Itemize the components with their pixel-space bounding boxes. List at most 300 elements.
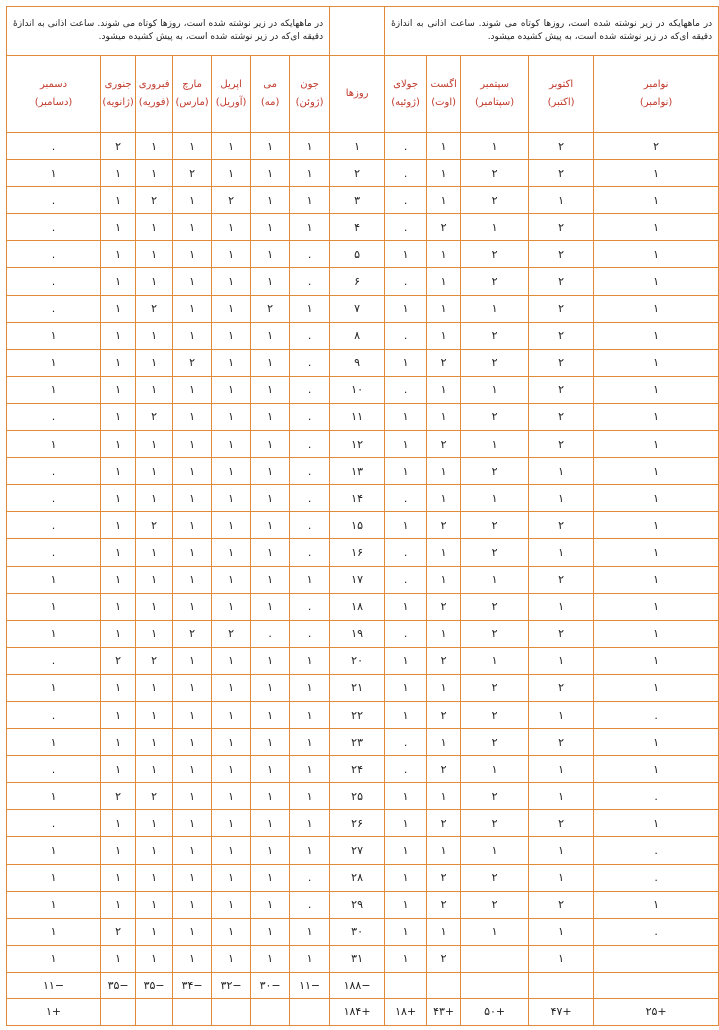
minutes-cell: ۲ <box>173 160 212 187</box>
month-name: سپتمبر <box>480 79 509 90</box>
minutes-cell: ۱ <box>251 403 290 430</box>
intro-note-spacer <box>330 7 385 56</box>
month-header-cell <box>427 56 461 133</box>
minutes-cell: ۱ <box>385 701 427 728</box>
minutes-cell: ۱ <box>212 756 251 783</box>
month-header-cell <box>136 56 173 133</box>
minutes-cell: ۱ <box>173 403 212 430</box>
minutes-cell: ۱ <box>7 783 101 810</box>
minutes-cell: ۲ <box>101 783 136 810</box>
minutes-cell: ۱ <box>385 674 427 701</box>
minutes-cell: ۱ <box>136 349 173 376</box>
minutes-cell: ۱ <box>101 403 136 430</box>
minutes-cell: . <box>7 539 101 566</box>
minutes-cell: ۲ <box>427 214 461 241</box>
minutes-cell: ۱ <box>290 701 330 728</box>
total-cell <box>136 998 173 1025</box>
minutes-cell: ۱ <box>212 322 251 349</box>
minutes-cell: . <box>290 322 330 349</box>
minutes-cell: ۱ <box>594 458 719 485</box>
minutes-cell: ۱ <box>290 566 330 593</box>
minutes-cell: ۱ <box>173 647 212 674</box>
minutes-cell: . <box>290 512 330 539</box>
minutes-cell: ۲ <box>461 593 529 620</box>
minutes-cell: ۱ <box>427 133 461 160</box>
minutes-cell: ۱ <box>385 783 427 810</box>
day-number-cell: ۱۸ <box>330 593 385 620</box>
minutes-cell: ۱ <box>594 160 719 187</box>
minutes-cell: ۲ <box>461 783 529 810</box>
month-header-cell <box>101 56 136 133</box>
intro-note-right: در ماههایکه در زیر نوشته شده است، روزها کوتاه می شوند. ساعت اذانی به اندازهٔ دقیقه ای‌که در زیر نوشته شده است، به پیش کشیده میشود. <box>385 7 719 56</box>
minutes-cell: ۱ <box>212 918 251 945</box>
month-header-cell <box>594 56 719 133</box>
minutes-cell: ۱ <box>136 458 173 485</box>
minutes-cell: ۱ <box>212 295 251 322</box>
day-row <box>7 729 719 756</box>
minutes-cell: ۱ <box>101 539 136 566</box>
month-name: دسمبر <box>39 79 68 90</box>
day-row <box>7 810 719 837</box>
minutes-cell: ۱ <box>136 376 173 403</box>
minutes-cell: . <box>7 458 101 485</box>
minutes-cell: . <box>7 295 101 322</box>
minutes-cell: ۲ <box>461 241 529 268</box>
minutes-cell: ۲ <box>427 810 461 837</box>
minutes-cell: ۱ <box>461 376 529 403</box>
day-number-cell: ۲۸ <box>330 864 385 891</box>
minutes-cell: ۱ <box>101 349 136 376</box>
day-number-cell: ۲۷ <box>330 837 385 864</box>
minutes-cell: . <box>251 620 290 647</box>
minutes-cell: ۱ <box>7 918 101 945</box>
minutes-cell: ۲ <box>529 431 594 458</box>
minutes-cell: ۱ <box>529 647 594 674</box>
day-number-cell: ۲۳ <box>330 729 385 756</box>
minutes-cell: ۱ <box>461 133 529 160</box>
minutes-cell: ۱ <box>427 566 461 593</box>
minutes-cell: ۱ <box>385 458 427 485</box>
minutes-cell: ۱ <box>427 295 461 322</box>
minutes-cell: . <box>290 403 330 430</box>
minutes-cell: ۱ <box>251 431 290 458</box>
minutes-cell: ۲ <box>251 295 290 322</box>
minutes-cell: ۱ <box>427 187 461 214</box>
minutes-cell: ۱ <box>173 864 212 891</box>
day-row <box>7 891 719 918</box>
minutes-cell: ۱ <box>136 674 173 701</box>
minutes-cell: ۲ <box>529 295 594 322</box>
minutes-cell: ۱ <box>173 674 212 701</box>
minutes-cell: ۱ <box>212 241 251 268</box>
minutes-cell: ۱ <box>290 810 330 837</box>
day-number-cell: ۲۰ <box>330 647 385 674</box>
minutes-cell: ۱ <box>461 918 529 945</box>
minutes-cell: ۱ <box>251 891 290 918</box>
minutes-cell: ۱ <box>461 485 529 512</box>
minutes-cell: ۱ <box>385 918 427 945</box>
minutes-cell: ۲ <box>461 539 529 566</box>
minutes-cell: ۱ <box>251 322 290 349</box>
minutes-cell: ۱ <box>594 512 719 539</box>
minutes-cell: ۲ <box>461 620 529 647</box>
minutes-cell: ۲ <box>529 566 594 593</box>
sum-cell <box>594 972 719 998</box>
minutes-cell: ۱ <box>290 647 330 674</box>
minutes-cell: . <box>290 593 330 620</box>
minutes-cell: . <box>290 268 330 295</box>
minutes-cell: ۱ <box>251 458 290 485</box>
minutes-cell: ۱ <box>212 268 251 295</box>
minutes-cell: ۱ <box>529 945 594 972</box>
minutes-cell: ۱ <box>136 891 173 918</box>
minutes-cell: ۱ <box>101 512 136 539</box>
minutes-cell: ۲ <box>136 295 173 322</box>
minutes-cell: ۱ <box>136 918 173 945</box>
minutes-cell: ۲ <box>136 647 173 674</box>
day-row <box>7 322 719 349</box>
minutes-cell: ۱ <box>251 945 290 972</box>
minutes-cell: . <box>385 620 427 647</box>
minutes-cell: ۲ <box>173 620 212 647</box>
minutes-cell: ۱ <box>173 539 212 566</box>
minutes-cell: ۱ <box>212 593 251 620</box>
month-name: نوامبر <box>643 79 669 90</box>
day-row <box>7 403 719 430</box>
minutes-cell: ۱ <box>173 729 212 756</box>
month-header-cell <box>212 56 251 133</box>
minutes-cell: . <box>385 376 427 403</box>
minutes-cell: ۱ <box>529 458 594 485</box>
minutes-cell: ۱ <box>594 376 719 403</box>
sum-cell: −۳۵ <box>136 972 173 998</box>
minutes-cell: ۱ <box>251 701 290 728</box>
total-cell: +۴۷ <box>529 998 594 1025</box>
minutes-cell: ۱ <box>136 160 173 187</box>
minutes-cell: ۱ <box>212 945 251 972</box>
minutes-cell: ۱ <box>385 593 427 620</box>
minutes-cell: ۱ <box>594 322 719 349</box>
minutes-cell: ۱ <box>212 701 251 728</box>
minutes-cell: ۱ <box>7 322 101 349</box>
minutes-cell: ۱ <box>101 214 136 241</box>
sum-cell <box>427 972 461 998</box>
day-row <box>7 187 719 214</box>
minutes-cell: ۱ <box>385 403 427 430</box>
minutes-cell: . <box>7 512 101 539</box>
minutes-cell <box>461 945 529 972</box>
minutes-cell: ۱ <box>594 403 719 430</box>
minutes-cell: ۱ <box>136 864 173 891</box>
day-number-cell: ۲۵ <box>330 783 385 810</box>
minutes-cell: ۱ <box>529 837 594 864</box>
minutes-cell: ۱ <box>7 160 101 187</box>
minutes-cell: ۱ <box>385 945 427 972</box>
minutes-cell: . <box>594 701 719 728</box>
day-row <box>7 133 719 160</box>
minutes-cell: . <box>385 566 427 593</box>
minutes-cell: ۱ <box>427 837 461 864</box>
day-number-cell: ۴ <box>330 214 385 241</box>
minutes-cell: ۱ <box>529 918 594 945</box>
minutes-cell: ۲ <box>529 133 594 160</box>
minutes-cell: ۱ <box>427 160 461 187</box>
minutes-cell: ۱ <box>212 891 251 918</box>
minutes-cell: ۱ <box>594 485 719 512</box>
minutes-cell: ۱ <box>427 783 461 810</box>
minutes-cell <box>594 945 719 972</box>
minutes-cell: ۱ <box>290 756 330 783</box>
day-number-cell: ۱۲ <box>330 431 385 458</box>
minutes-cell: ۱ <box>427 268 461 295</box>
minutes-cell: ۲ <box>427 647 461 674</box>
minutes-cell: ۱ <box>385 864 427 891</box>
minutes-cell: ۱ <box>212 376 251 403</box>
month-alt-name: (ژوئن) <box>295 97 324 108</box>
minutes-cell: ۲ <box>136 403 173 430</box>
minutes-cell: ۱ <box>594 729 719 756</box>
minutes-cell: . <box>385 485 427 512</box>
minutes-cell: ۲ <box>136 512 173 539</box>
minutes-cell: . <box>385 160 427 187</box>
minutes-cell: ۱ <box>251 349 290 376</box>
minutes-cell: ۱ <box>101 864 136 891</box>
minutes-cell: ۱ <box>7 945 101 972</box>
minutes-cell: ۱ <box>173 241 212 268</box>
minutes-cell: . <box>7 403 101 430</box>
minutes-cell: . <box>385 214 427 241</box>
minutes-cell: ۱ <box>290 945 330 972</box>
minutes-cell: ۱ <box>427 620 461 647</box>
total-cell: +۱۸۴ <box>330 998 385 1025</box>
total-cell: +۴۳ <box>427 998 461 1025</box>
minutes-cell: ۱ <box>290 187 330 214</box>
minutes-cell: ۱ <box>101 431 136 458</box>
minutes-cell: ۱ <box>212 566 251 593</box>
minutes-cell: ۱ <box>427 458 461 485</box>
minutes-cell: ۱ <box>594 647 719 674</box>
minutes-cell: ۱ <box>136 729 173 756</box>
minutes-cell: ۲ <box>529 729 594 756</box>
total-row <box>7 998 719 1025</box>
minutes-cell: ۱ <box>101 756 136 783</box>
minutes-cell: ۲ <box>461 674 529 701</box>
day-number-cell: ۱۳ <box>330 458 385 485</box>
minutes-cell: . <box>290 864 330 891</box>
minutes-cell: ۱ <box>212 458 251 485</box>
sum-cell: −۳۵ <box>101 972 136 998</box>
minutes-cell: ۱ <box>290 837 330 864</box>
total-cell: +۲۵ <box>594 998 719 1025</box>
minutes-cell: . <box>385 756 427 783</box>
sum-cell <box>385 972 427 998</box>
minutes-cell: ۱ <box>594 295 719 322</box>
minutes-cell: ۱ <box>136 241 173 268</box>
minutes-cell: ۱ <box>594 756 719 783</box>
minutes-cell: ۲ <box>461 864 529 891</box>
minutes-cell: ۱ <box>594 891 719 918</box>
sum-cell: −۳۲ <box>212 972 251 998</box>
minutes-cell: ۱ <box>427 376 461 403</box>
month-header-cell <box>7 56 101 133</box>
day-row <box>7 160 719 187</box>
day-row <box>7 945 719 972</box>
minutes-cell: ۲ <box>173 349 212 376</box>
minutes-cell: ۱ <box>136 214 173 241</box>
minutes-cell: . <box>385 187 427 214</box>
minutes-cell: ۱ <box>173 268 212 295</box>
minutes-cell: . <box>290 431 330 458</box>
minutes-cell: ۱ <box>594 593 719 620</box>
minutes-cell: ۱ <box>7 593 101 620</box>
minutes-cell: ۱ <box>290 133 330 160</box>
month-header-cell <box>251 56 290 133</box>
minutes-cell: ۱ <box>290 783 330 810</box>
minutes-cell: ۱ <box>7 566 101 593</box>
minutes-cell: ۱ <box>290 918 330 945</box>
minutes-cell: ۲ <box>427 593 461 620</box>
minutes-cell: ۱ <box>385 837 427 864</box>
minutes-cell: ۲ <box>529 268 594 295</box>
day-row <box>7 783 719 810</box>
minutes-cell: ۱ <box>529 756 594 783</box>
minutes-cell: ۱ <box>251 214 290 241</box>
minutes-cell: ۲ <box>461 403 529 430</box>
minutes-cell: ۱ <box>173 485 212 512</box>
minutes-cell: ۱ <box>101 376 136 403</box>
minutes-cell: ۱ <box>385 512 427 539</box>
day-number-cell: ۳۰ <box>330 918 385 945</box>
minutes-cell: ۲ <box>529 810 594 837</box>
minutes-cell: ۱ <box>529 701 594 728</box>
minutes-cell: ۱ <box>594 566 719 593</box>
minutes-cell: . <box>385 729 427 756</box>
minutes-cell: ۱ <box>136 485 173 512</box>
minutes-cell: ۲ <box>529 322 594 349</box>
month-alt-name: (اکتبر) <box>547 97 575 108</box>
minutes-cell: ۱ <box>212 539 251 566</box>
minutes-cell: ۱ <box>173 837 212 864</box>
minutes-cell: ۱ <box>101 295 136 322</box>
month-alt-name: (فوریه) <box>138 97 170 108</box>
minutes-cell: ۲ <box>427 756 461 783</box>
day-number-cell: ۱۴ <box>330 485 385 512</box>
minutes-cell: . <box>7 485 101 512</box>
minutes-cell: ۱ <box>251 864 290 891</box>
total-cell <box>212 998 251 1025</box>
minutes-cell: ۱ <box>427 918 461 945</box>
month-header-cell <box>173 56 212 133</box>
minutes-cell: ۱ <box>212 783 251 810</box>
day-number-cell: ۷ <box>330 295 385 322</box>
minutes-cell: ۲ <box>529 214 594 241</box>
minutes-cell: ۱ <box>101 322 136 349</box>
sum-cell: −۳۴ <box>173 972 212 998</box>
sum-cell <box>529 972 594 998</box>
minutes-cell: ۱ <box>251 187 290 214</box>
intro-row <box>7 7 719 56</box>
month-alt-name: (آوریل) <box>215 97 247 108</box>
minutes-cell: ۱ <box>461 295 529 322</box>
minutes-cell: ۱ <box>136 593 173 620</box>
minutes-cell: ۱ <box>529 539 594 566</box>
month-name: اکتوبر <box>549 79 574 90</box>
minutes-cell: ۲ <box>461 349 529 376</box>
minutes-cell: ۱ <box>173 431 212 458</box>
minutes-cell: ۲ <box>529 620 594 647</box>
minutes-cell: . <box>7 214 101 241</box>
minutes-cell: ۲ <box>529 891 594 918</box>
minutes-cell: ۱ <box>101 891 136 918</box>
minutes-cell: ۱ <box>212 133 251 160</box>
minutes-cell: ۱ <box>251 539 290 566</box>
minutes-cell: ۱ <box>251 647 290 674</box>
month-header-cell <box>330 56 385 133</box>
minutes-cell: ۱ <box>251 674 290 701</box>
minutes-cell: ۲ <box>427 864 461 891</box>
minutes-cell: ۱ <box>594 810 719 837</box>
month-header-cell <box>385 56 427 133</box>
minutes-cell: ۱ <box>290 674 330 701</box>
sum-cell: −۱۸۸ <box>330 972 385 998</box>
minutes-cell: ۱ <box>427 403 461 430</box>
minutes-cell: ۱ <box>427 322 461 349</box>
minutes-cell: ۱ <box>251 918 290 945</box>
minutes-cell: ۲ <box>461 512 529 539</box>
minutes-cell: ۱ <box>461 431 529 458</box>
day-row <box>7 512 719 539</box>
minutes-cell: ۱ <box>251 485 290 512</box>
day-number-cell: ۶ <box>330 268 385 295</box>
minutes-cell: ۲ <box>461 458 529 485</box>
minutes-cell: ۱ <box>461 837 529 864</box>
day-row <box>7 214 719 241</box>
minutes-cell: ۱ <box>385 810 427 837</box>
minutes-cell: ۱ <box>594 268 719 295</box>
minutes-cell: ۲ <box>427 431 461 458</box>
minutes-cell: ۱ <box>461 214 529 241</box>
month-header-cell <box>290 56 330 133</box>
minutes-cell: ۱ <box>173 891 212 918</box>
minutes-cell: ۱ <box>461 566 529 593</box>
minutes-cell: ۱ <box>212 512 251 539</box>
month-name: روزها <box>345 88 369 99</box>
day-number-cell: ۱ <box>330 133 385 160</box>
minutes-cell: ۱ <box>251 512 290 539</box>
minutes-cell: ۱ <box>136 431 173 458</box>
minutes-cell: ۱ <box>385 891 427 918</box>
minutes-cell: ۱ <box>136 810 173 837</box>
sum-row <box>7 972 719 998</box>
minutes-cell: . <box>290 241 330 268</box>
total-cell: +۵۰ <box>461 998 529 1025</box>
minutes-cell: ۱ <box>212 647 251 674</box>
minutes-cell: ۱ <box>251 160 290 187</box>
minutes-cell: ۱ <box>173 187 212 214</box>
day-number-cell: ۸ <box>330 322 385 349</box>
minutes-cell: ۱ <box>136 268 173 295</box>
minutes-cell: ۱ <box>7 620 101 647</box>
day-row <box>7 701 719 728</box>
total-cell <box>173 998 212 1025</box>
minutes-cell: ۱ <box>529 187 594 214</box>
monthly-minutes-table <box>6 6 719 1026</box>
minutes-cell: ۱ <box>594 674 719 701</box>
month-alt-name: (ژوئیه) <box>391 97 420 108</box>
minutes-cell: . <box>7 810 101 837</box>
minutes-cell: ۱ <box>136 837 173 864</box>
minutes-cell: ۲ <box>427 701 461 728</box>
